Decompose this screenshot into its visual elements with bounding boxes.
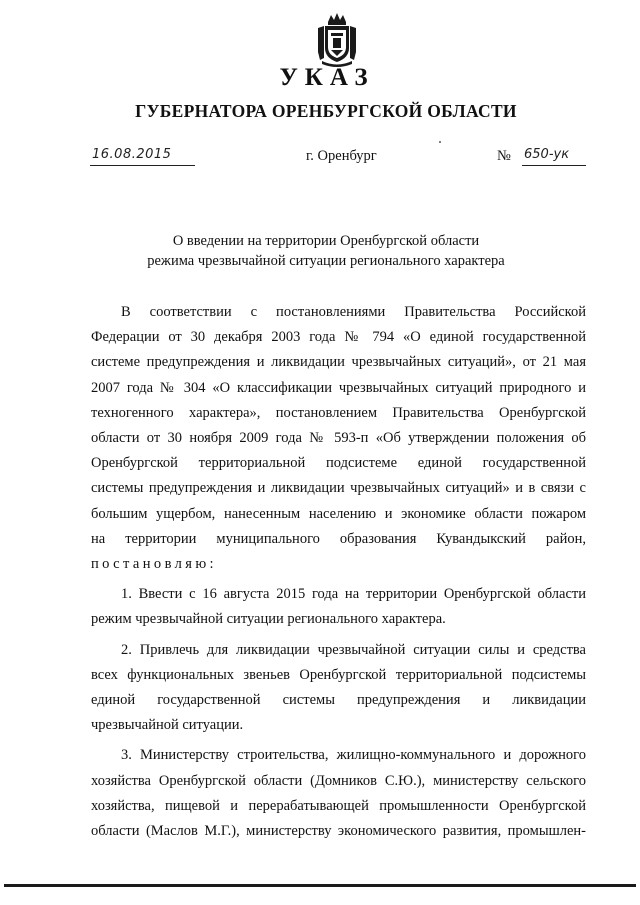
item-2-line: 2. Привлечь для ликвидации чрезвычайной ситуации силы и средства — [121, 641, 586, 658]
item-2-line: чрезвычайной ситуации. — [91, 717, 244, 734]
number-sign: № — [497, 148, 511, 164]
body-line: системы предупреждения и ликвидации чрезвычайных ситуаций» и в связи с — [91, 480, 586, 497]
date-underline — [90, 165, 195, 166]
item-3-line: хозяйства, пищевой и перерабатывающей промышленности Оренбургской — [91, 797, 586, 814]
decree-subject — [0, 231, 640, 271]
page-bottom-rule — [4, 884, 636, 887]
body-line: на территории муниципального образования Кувандыкский район, — [91, 530, 586, 547]
issuer-title: ГУБЕРНАТОРА ОРЕНБУРГСКОЙ ОБЛАСТИ — [135, 101, 517, 121]
decree-word: постановляю: — [91, 556, 217, 573]
item-3-line: области (Маслов М.Г.), министерству экономического развития, промышлен- — [91, 823, 586, 840]
item-2-line: всех функциональных звеньев Оренбургской территориальной подсистемы — [91, 666, 586, 683]
body-line: 2007 года № 304 «О классификации чрезвычайных ситуаций природного и — [91, 379, 586, 396]
decree-city: г. Оренбург — [306, 148, 377, 164]
body-line: системе предупреждения и ликвидации чрезвычайных ситуаций», от 21 мая — [91, 354, 586, 371]
decree-body — [91, 300, 586, 844]
item-1-line: 1. Ввести с 16 августа 2015 года на территории Оренбургской области — [121, 586, 586, 603]
subject-line: О введении на территории Оренбургской области — [172, 233, 480, 249]
item-3-line: хозяйства Оренбургской области (Домников С.Ю.), министерству сельского — [91, 772, 586, 789]
scan-speck — [439, 141, 441, 143]
item-3-line: 3. Министерству строительства, жилищно-коммунального и дорожного — [121, 747, 586, 764]
document-type: УКАЗ — [279, 64, 375, 91]
body-line: большим ущербом, нанесенным населению и экономике области пожаром — [91, 505, 586, 522]
body-line: области от 30 ноября 2009 года № 593-п «Об утверждении положения об — [91, 430, 586, 447]
orenburg-coat-of-arms-icon — [314, 12, 360, 68]
subject-line: режима чрезвычайной ситуации регионального характера — [147, 253, 505, 269]
item-1-line: режим чрезвычайной ситуации регионального характера. — [91, 611, 446, 628]
decree-number: 650-ук — [524, 147, 570, 162]
body-line: техногенного характера», постановлением Правительства Оренбургской — [91, 404, 586, 421]
item-2-line: единой государственной системы предупреждения и ликвидации — [91, 692, 586, 709]
body-line: Оренбургской территориальной подсистеме единой государственной — [91, 455, 586, 472]
body-line: В соответствии с постановлениями Правительства Российской — [121, 304, 586, 320]
body-line: Федерации от 30 декабря 2003 года № 794 «О единой государственной — [91, 329, 586, 346]
number-underline — [522, 165, 586, 166]
decree-date: 16.08.2015 — [92, 147, 172, 162]
